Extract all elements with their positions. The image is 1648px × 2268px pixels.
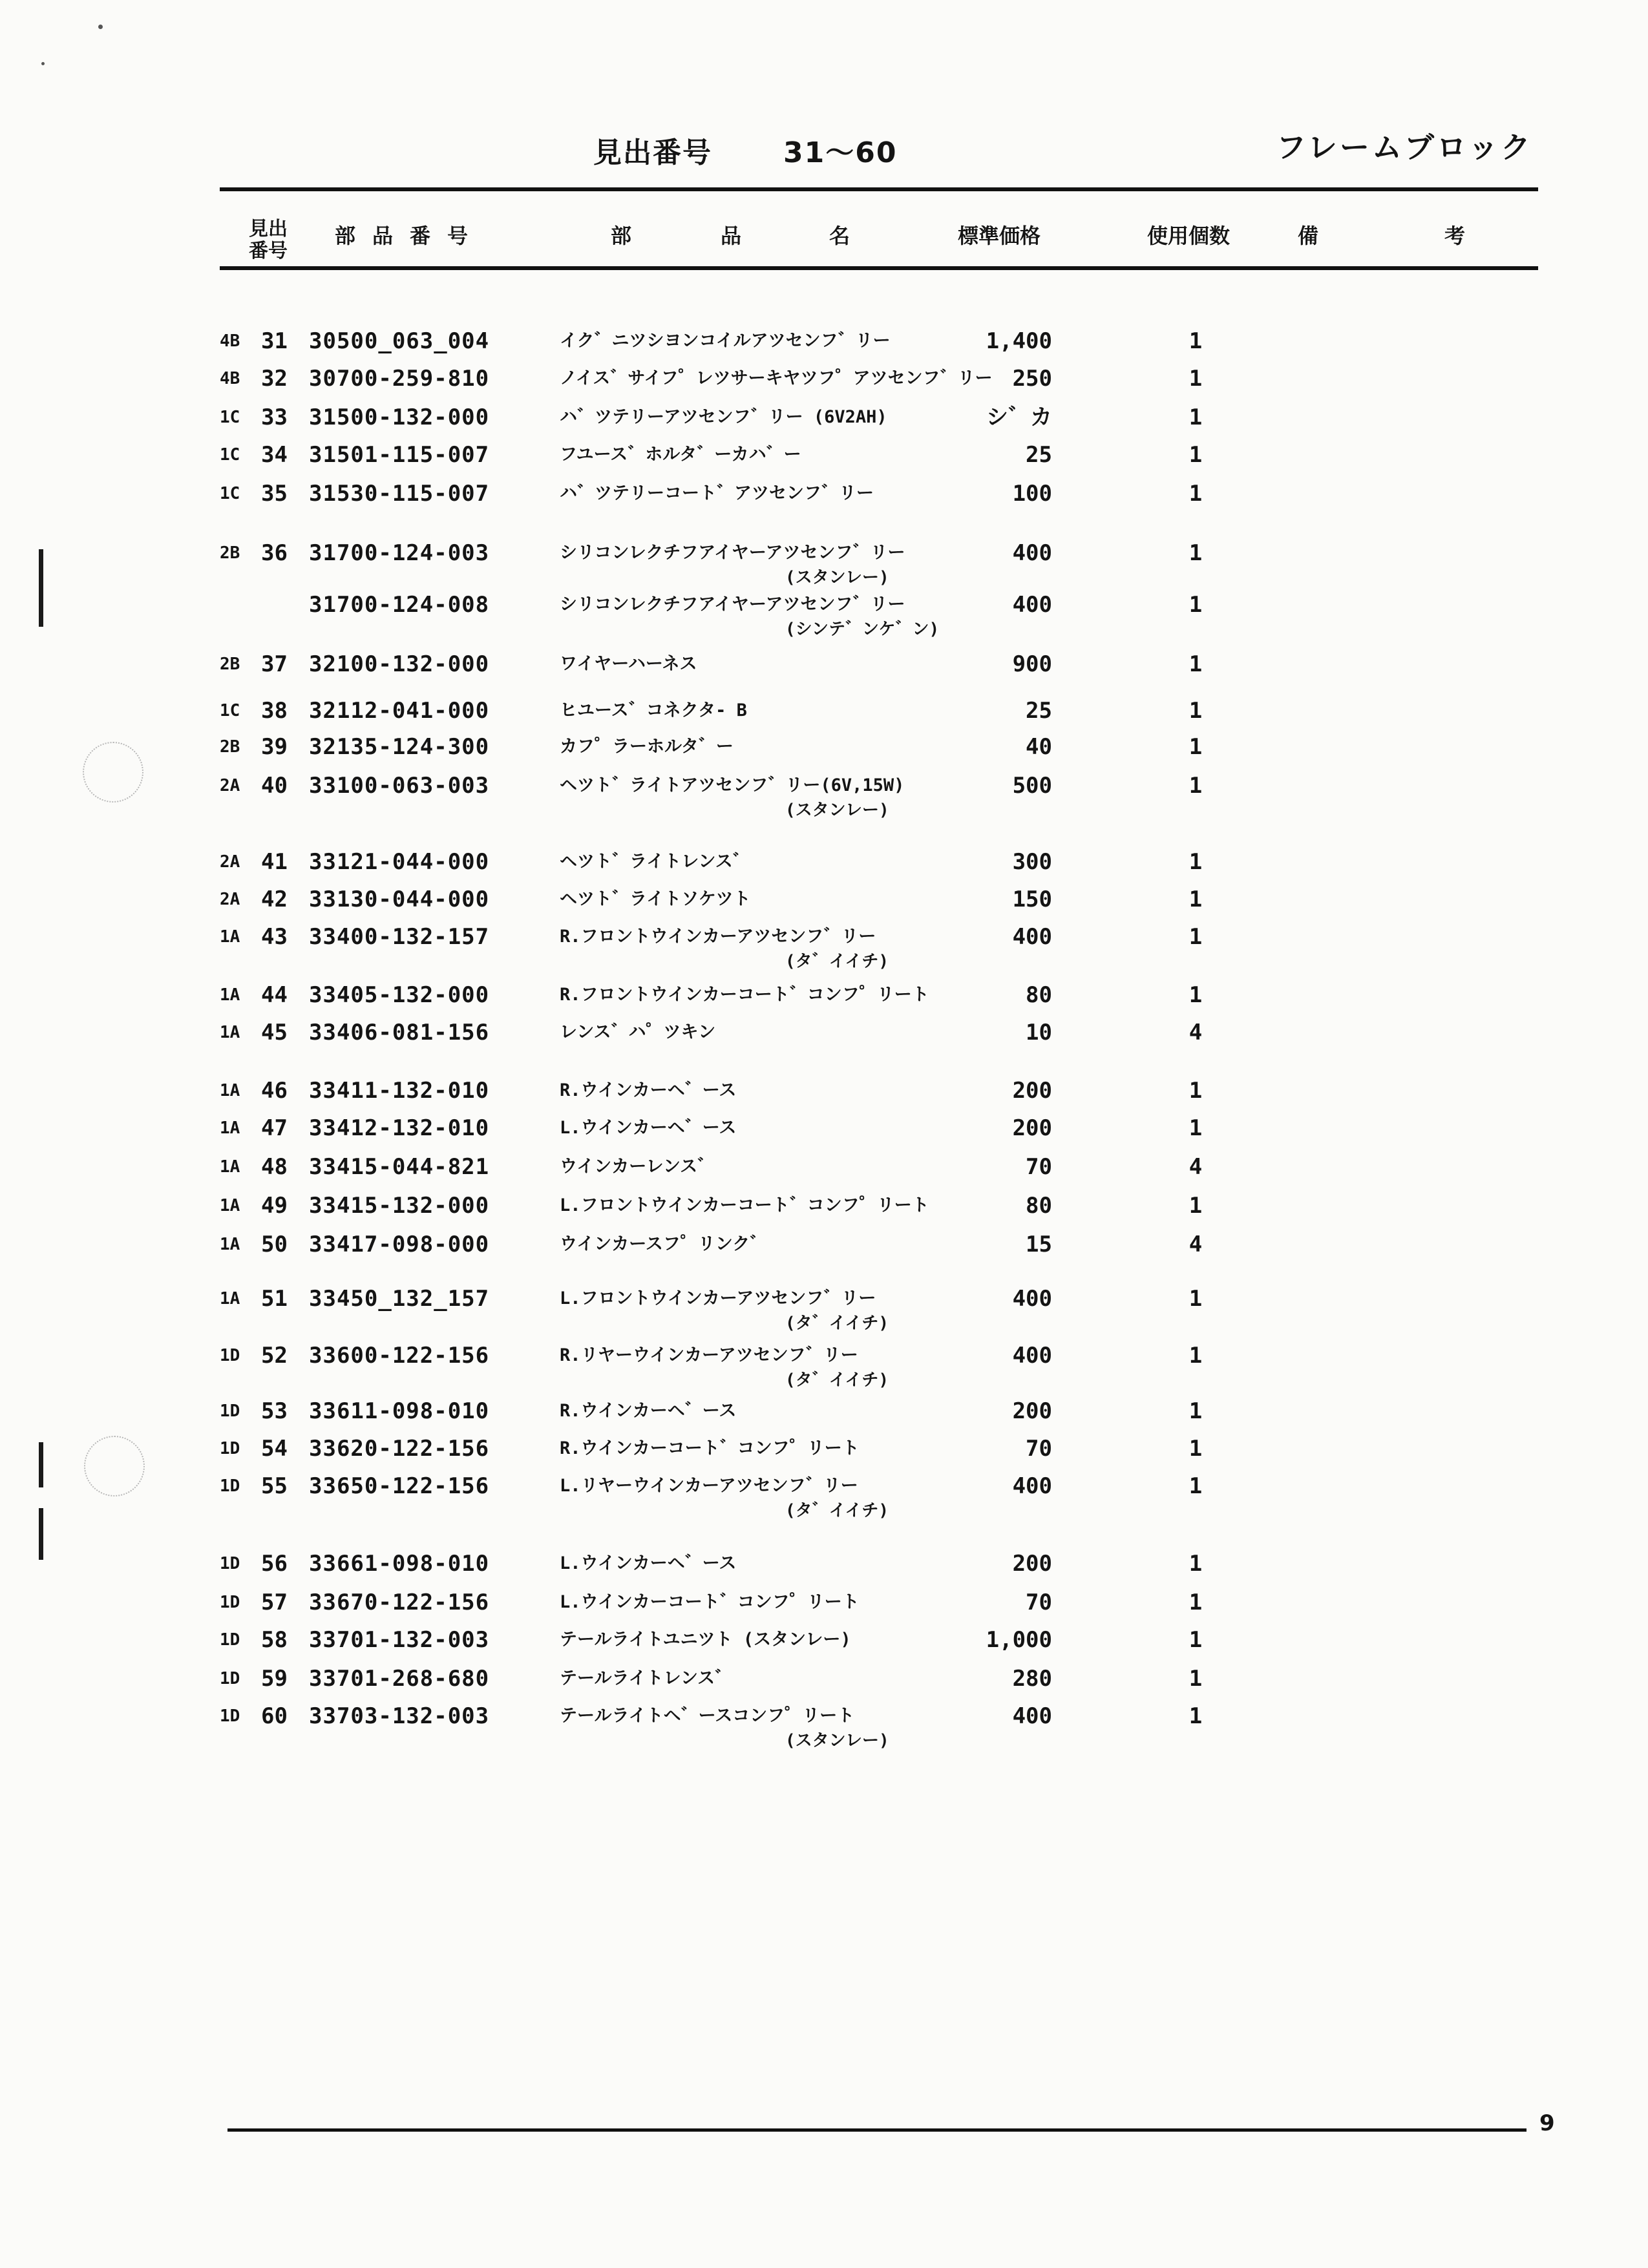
part-name-note: (スタンレー) — [785, 801, 889, 820]
quantity-used: 1 — [1188, 404, 1203, 430]
location-code: 1D — [220, 1669, 240, 1688]
part-number: 33701-132-003 — [309, 1627, 490, 1653]
location-code: 1A — [220, 1023, 240, 1042]
index-number: 43 — [261, 924, 288, 950]
quantity-used: 1 — [1188, 1398, 1203, 1424]
part-name: L.ウインカーコート゛コンフ゜リート — [560, 1592, 860, 1612]
standard-price: 1,400 — [986, 328, 1052, 354]
punch-hole-mark — [84, 1436, 145, 1496]
table-row — [0, 1627, 1648, 1653]
part-name-note: (タ゛イイチ) — [785, 1314, 889, 1333]
dust-speck — [41, 62, 45, 65]
location-code: 2A — [220, 890, 240, 909]
part-name: ハ゛ツテリーアツセンフ゛リー (6V2AH) — [560, 407, 887, 427]
column-header-part-name-3: 名 — [829, 224, 850, 248]
part-number: 30500_063_004 — [309, 328, 490, 354]
index-number: 37 — [261, 651, 288, 677]
quantity-used: 1 — [1188, 773, 1203, 799]
part-name: L.ウインカーヘ゛ース — [560, 1553, 737, 1573]
standard-price: 150 — [1012, 887, 1052, 912]
location-code: 1C — [220, 484, 240, 503]
standard-price: 25 — [1026, 442, 1052, 468]
location-code: 2B — [220, 737, 240, 757]
quantity-used: 1 — [1188, 651, 1203, 677]
part-name: シリコンレクチフアイヤーアツセンフ゛リー — [560, 594, 905, 614]
part-name: ヘツト゛ライトアツセンフ゛リー(6V,15W) — [560, 775, 905, 795]
standard-price: 400 — [1012, 1343, 1052, 1369]
index-number: 58 — [261, 1627, 288, 1653]
location-code: 1A — [220, 1196, 240, 1215]
quantity-used: 1 — [1188, 366, 1203, 392]
quantity-used: 1 — [1188, 1473, 1203, 1499]
standard-price: 500 — [1012, 773, 1052, 799]
part-number: 30700-259-810 — [309, 366, 490, 392]
part-number: 32112-041-000 — [309, 698, 490, 724]
table-row — [0, 887, 1648, 912]
part-name-note: (タ゛イイチ) — [785, 1501, 889, 1520]
standard-price: 400 — [1012, 540, 1052, 566]
quantity-used: 1 — [1188, 328, 1203, 354]
table-row — [0, 1286, 1648, 1333]
standard-price: 250 — [1012, 366, 1052, 392]
part-name: L.ウインカーヘ゛ース — [560, 1118, 737, 1138]
standard-price: 400 — [1012, 592, 1052, 618]
part-name: L.フロントウインカーコート゛コンフ゜リート — [560, 1195, 929, 1215]
column-header-part-number: 部品番号 — [335, 224, 485, 248]
standard-price: 70 — [1026, 1590, 1052, 1615]
part-number: 32100-132-000 — [309, 651, 490, 677]
index-range-label: 見出番号 — [593, 136, 712, 169]
part-name: ヘツト゛ライトソケツト — [560, 889, 751, 909]
standard-price: 400 — [1012, 1286, 1052, 1312]
part-name: R.リヤーウインカーアツセンフ゛リー — [560, 1345, 858, 1365]
quantity-used: 4 — [1188, 1154, 1203, 1180]
part-number: 33450_132_157 — [309, 1286, 490, 1312]
standard-price: シ゛カ — [986, 404, 1052, 430]
standard-price: 15 — [1026, 1232, 1052, 1257]
index-number: 33 — [261, 404, 288, 430]
part-number: 33611-098-010 — [309, 1398, 490, 1424]
part-number: 33100-063-003 — [309, 773, 490, 799]
table-row — [0, 328, 1648, 354]
location-code: 1A — [220, 1289, 240, 1308]
quantity-used: 4 — [1188, 1232, 1203, 1257]
part-name-note: (スタンレー) — [785, 568, 889, 587]
binder-mark — [39, 549, 43, 627]
table-row — [0, 540, 1648, 587]
standard-price: 25 — [1026, 698, 1052, 724]
quantity-used: 1 — [1188, 540, 1203, 566]
part-number: 32135-124-300 — [309, 734, 490, 760]
location-code: 4B — [220, 369, 240, 388]
index-number: 44 — [261, 982, 288, 1008]
standard-price: 1,000 — [986, 1627, 1052, 1653]
part-number: 33405-132-000 — [309, 982, 490, 1008]
location-code: 2A — [220, 852, 240, 872]
standard-price: 280 — [1012, 1666, 1052, 1692]
part-number: 33400-132-157 — [309, 924, 490, 950]
quantity-used: 1 — [1188, 849, 1203, 875]
index-number: 38 — [261, 698, 288, 724]
part-name-note: (タ゛イイチ) — [785, 952, 889, 971]
standard-price: 200 — [1012, 1398, 1052, 1424]
index-number: 46 — [261, 1078, 288, 1104]
table-row — [0, 924, 1648, 971]
quantity-used: 1 — [1188, 1078, 1203, 1104]
index-number: 57 — [261, 1590, 288, 1615]
index-number: 56 — [261, 1551, 288, 1577]
part-number: 33411-132-010 — [309, 1078, 490, 1104]
quantity-used: 1 — [1188, 1627, 1203, 1653]
table-row — [0, 442, 1648, 468]
location-code: 1A — [220, 1081, 240, 1100]
column-header-quantity: 使用個数 — [1147, 224, 1231, 248]
table-row — [0, 1473, 1648, 1520]
standard-price: 400 — [1012, 1703, 1052, 1729]
location-code: 1C — [220, 445, 240, 465]
table-row — [0, 481, 1648, 507]
part-name: R.フロントウインカーアツセンフ゛リー — [560, 927, 876, 947]
index-number: 41 — [261, 849, 288, 875]
part-name: テールライトヘ゛ースコンフ゜リート — [560, 1706, 855, 1726]
table-row — [0, 1398, 1648, 1424]
column-header-rule — [220, 266, 1538, 270]
part-name-note: (スタンレー) — [785, 1731, 889, 1750]
part-number: 33703-132-003 — [309, 1703, 490, 1729]
column-header-remarks-2: 考 — [1444, 224, 1466, 248]
index-number: 55 — [261, 1473, 288, 1499]
table-row — [0, 651, 1648, 677]
part-name: テールライトレンス゛ — [560, 1668, 733, 1688]
part-name: R.ウインカーヘ゛ース — [560, 1080, 737, 1100]
location-code: 1A — [220, 1118, 240, 1138]
table-row — [0, 1343, 1648, 1390]
location-code: 2B — [220, 543, 240, 563]
location-code: 1A — [220, 985, 240, 1005]
part-number: 31700-124-008 — [309, 592, 490, 618]
dust-speck — [98, 25, 103, 29]
quantity-used: 1 — [1188, 1286, 1203, 1312]
punch-hole-mark — [83, 742, 143, 803]
location-code: 2B — [220, 655, 240, 674]
column-header-price: 標準価格 — [958, 224, 1041, 248]
index-range-heading — [593, 129, 897, 171]
location-code: 2A — [220, 776, 240, 795]
part-name: テールライトユニツト (スタンレー) — [560, 1630, 851, 1650]
quantity-used: 1 — [1188, 1193, 1203, 1219]
location-code: 1D — [220, 1346, 240, 1365]
part-number: 33650-122-156 — [309, 1473, 490, 1499]
part-name: ウインカーレンス゛ — [560, 1157, 715, 1177]
column-header-part-name-2: 品 — [721, 224, 742, 248]
location-code: 1D — [220, 1706, 240, 1726]
part-number: 31700-124-003 — [309, 540, 490, 566]
standard-price: 300 — [1012, 849, 1052, 875]
location-code: 1C — [220, 701, 240, 720]
table-row — [0, 592, 1648, 639]
index-number: 34 — [261, 442, 288, 468]
table-row — [0, 1703, 1648, 1750]
part-number: 31530-115-007 — [309, 481, 490, 507]
page-number: 9 — [1539, 2110, 1555, 2136]
index-number: 49 — [261, 1193, 288, 1219]
block-title: フレームブロック — [1276, 130, 1533, 165]
location-code: 1D — [220, 1476, 240, 1496]
table-row — [0, 849, 1648, 875]
standard-price: 10 — [1026, 1020, 1052, 1045]
binder-mark — [39, 1508, 43, 1560]
part-name: ワイヤーハーネス — [560, 654, 697, 674]
table-row — [0, 1193, 1648, 1219]
standard-price: 200 — [1012, 1551, 1052, 1577]
quantity-used: 1 — [1188, 1436, 1203, 1462]
index-number: 51 — [261, 1286, 288, 1312]
quantity-used: 1 — [1188, 734, 1203, 760]
standard-price: 200 — [1012, 1115, 1052, 1141]
location-code: 1D — [220, 1439, 240, 1458]
part-name: フユース゛ホルタ゛ーカハ゛ー — [560, 445, 801, 465]
part-name: R.ウインカーコート゛コンフ゜リート — [560, 1438, 860, 1458]
location-code: 1D — [220, 1630, 240, 1650]
part-name: R.ウインカーヘ゛ース — [560, 1401, 737, 1421]
index-number: 59 — [261, 1666, 288, 1692]
index-number: 39 — [261, 734, 288, 760]
part-name: R.フロントウインカーコート゛コンフ゜リート — [560, 985, 929, 1005]
part-number: 33620-122-156 — [309, 1436, 490, 1462]
quantity-used: 1 — [1188, 442, 1203, 468]
table-row — [0, 1078, 1648, 1104]
table-row — [0, 698, 1648, 724]
location-code: 1A — [220, 927, 240, 947]
table-row — [0, 773, 1648, 820]
table-row — [0, 1436, 1648, 1462]
quantity-used: 1 — [1188, 1343, 1203, 1369]
location-code: 1D — [220, 1554, 240, 1573]
index-number: 53 — [261, 1398, 288, 1424]
quantity-used: 1 — [1188, 1115, 1203, 1141]
part-name: ウインカースフ゜リンク゛ — [560, 1234, 768, 1254]
standard-price: 900 — [1012, 651, 1052, 677]
part-number: 33670-122-156 — [309, 1590, 490, 1615]
table-row — [0, 734, 1648, 760]
index-number: 52 — [261, 1343, 288, 1369]
standard-price: 80 — [1026, 982, 1052, 1008]
table-row — [0, 1551, 1648, 1577]
part-number: 33600-122-156 — [309, 1343, 490, 1369]
standard-price: 200 — [1012, 1078, 1052, 1104]
part-number: 33121-044-000 — [309, 849, 490, 875]
location-code: 1A — [220, 1235, 240, 1254]
part-number: 33412-132-010 — [309, 1115, 490, 1141]
part-number: 33130-044-000 — [309, 887, 490, 912]
table-row — [0, 366, 1648, 392]
table-row — [0, 404, 1648, 430]
quantity-used: 1 — [1188, 481, 1203, 507]
part-name: カフ゜ラーホルタ゛ー — [560, 737, 734, 757]
standard-price: 70 — [1026, 1154, 1052, 1180]
standard-price: 80 — [1026, 1193, 1052, 1219]
index-number: 50 — [261, 1232, 288, 1257]
part-number: 31501-115-007 — [309, 442, 490, 468]
part-name: L.リヤーウインカーアツセンフ゛リー — [560, 1476, 858, 1496]
index-number: 54 — [261, 1436, 288, 1462]
index-number: 45 — [261, 1020, 288, 1045]
quantity-used: 1 — [1188, 982, 1203, 1008]
quantity-used: 4 — [1188, 1020, 1203, 1045]
index-number: 60 — [261, 1703, 288, 1729]
part-name: イク゛ニツシヨンコイルアツセンフ゛リー — [560, 331, 891, 351]
part-number: 33701-268-680 — [309, 1666, 490, 1692]
binder-mark — [39, 1442, 43, 1487]
quantity-used: 1 — [1188, 1666, 1203, 1692]
part-name-note: (シンテ゛ンケ゛ン) — [785, 620, 940, 639]
part-number: 33661-098-010 — [309, 1551, 490, 1577]
part-name: ハ゛ツテリーコート゛アツセンフ゛リー — [560, 483, 874, 503]
location-code: 1D — [220, 1593, 240, 1612]
quantity-used: 1 — [1188, 924, 1203, 950]
column-header-remarks-1: 備 — [1298, 224, 1319, 248]
quantity-used: 1 — [1188, 592, 1203, 618]
part-name: シリコンレクチフアイヤーアツセンフ゛リー — [560, 543, 905, 563]
quantity-used: 1 — [1188, 1551, 1203, 1577]
quantity-used: 1 — [1188, 887, 1203, 912]
table-row — [0, 982, 1648, 1008]
standard-price: 100 — [1012, 481, 1052, 507]
location-code: 1A — [220, 1157, 240, 1177]
index-number: 35 — [261, 481, 288, 507]
index-number: 32 — [261, 366, 288, 392]
location-code: 1D — [220, 1402, 240, 1421]
footer-rule — [227, 2128, 1527, 2132]
part-name: ノイス゛サイフ゜レツサーキヤツフ゜アツセンフ゛リー — [560, 368, 993, 388]
table-row — [0, 1115, 1648, 1141]
quantity-used: 1 — [1188, 1590, 1203, 1615]
standard-price: 40 — [1026, 734, 1052, 760]
index-number: 31 — [261, 328, 288, 354]
location-code: 4B — [220, 331, 240, 351]
index-number: 47 — [261, 1115, 288, 1141]
column-header-part-name-1: 部 — [611, 224, 632, 248]
table-row — [0, 1154, 1648, 1180]
part-name-note: (タ゛イイチ) — [785, 1370, 889, 1390]
part-name: ヘツト゛ライトレンス゛ — [560, 852, 750, 872]
standard-price: 400 — [1012, 924, 1052, 950]
part-number: 33415-132-000 — [309, 1193, 490, 1219]
part-number: 33415-044-821 — [309, 1154, 490, 1180]
part-name: ヒユース゛コネクタ- B — [560, 700, 747, 720]
part-name: レンス゛ハ゜ツキン — [560, 1022, 716, 1042]
table-row — [0, 1020, 1648, 1045]
standard-price: 400 — [1012, 1473, 1052, 1499]
index-range-value: 31～60 — [783, 136, 898, 169]
index-number: 42 — [261, 887, 288, 912]
location-code: 1C — [220, 408, 240, 427]
part-number: 33417-098-000 — [309, 1232, 490, 1257]
header-rule — [220, 187, 1538, 191]
part-number: 33406-081-156 — [309, 1020, 490, 1045]
part-name: L.フロントウインカーアツセンフ゛リー — [560, 1288, 876, 1308]
standard-price: 70 — [1026, 1436, 1052, 1462]
index-number: 36 — [261, 540, 288, 566]
index-number: 48 — [261, 1154, 288, 1180]
index-number: 40 — [261, 773, 288, 799]
table-row — [0, 1232, 1648, 1257]
table-row — [0, 1590, 1648, 1615]
quantity-used: 1 — [1188, 1703, 1203, 1729]
table-row — [0, 1666, 1648, 1692]
column-header-index: 見出番号 — [249, 218, 288, 262]
part-number: 31500-132-000 — [309, 404, 490, 430]
quantity-used: 1 — [1188, 698, 1203, 724]
